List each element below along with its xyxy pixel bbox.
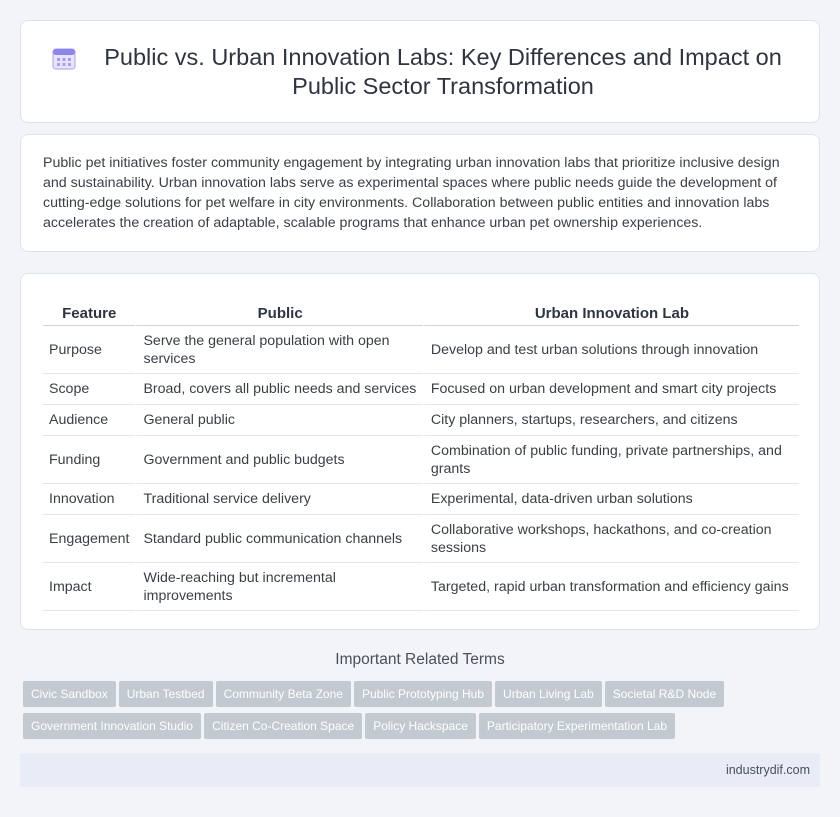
calendar-icon (51, 45, 77, 71)
row-public: Broad, covers all public needs and services (135, 374, 422, 405)
row-public: Serve the general population with open services (135, 326, 422, 374)
row-public: General public (135, 405, 422, 436)
table-row (43, 484, 799, 515)
intro-card (20, 134, 820, 252)
row-public: Standard public communication channels (135, 515, 422, 563)
row-feature: Funding (43, 436, 135, 484)
comparison-table (43, 296, 799, 611)
header-feature: Feature (43, 296, 135, 326)
row-feature: Innovation (43, 484, 135, 515)
comparison-card (20, 273, 820, 630)
related-term-tag[interactable]: Policy Hackspace (365, 713, 476, 739)
row-public: Wide-reaching but incremental improvements (135, 563, 422, 611)
row-feature: Audience (43, 405, 135, 436)
row-feature: Engagement (43, 515, 135, 563)
row-urban-lab: Collaborative workshops, hackathons, and co-creation sessions (423, 515, 799, 563)
title-card (20, 20, 820, 123)
intro-text: Public pet initiatives foster community engagement by integrating urban innovation labs that prioritize inclusive design and sustainability. Urban innovation labs serve as experimental spaces where public needs guide the development of cutting-edge solutions for pet welfare in city environments. Collaboration between public entities and innovation labs accelerates the creation of adaptable, scalable programs that enhance urban pet ownership experiences. (43, 155, 780, 231)
table-header-row (43, 296, 799, 326)
related-term-tag[interactable]: Participatory Experimentation Lab (479, 713, 675, 739)
row-urban-lab: Experimental, data-driven urban solutions (423, 484, 799, 515)
related-term-tag[interactable]: Urban Living Lab (495, 681, 602, 707)
row-urban-lab: City planners, startups, researchers, and citizens (423, 405, 799, 436)
related-term-tag[interactable]: Civic Sandbox (23, 681, 116, 707)
row-urban-lab: Combination of public funding, private partnerships, and grants (423, 436, 799, 484)
row-urban-lab: Develop and test urban solutions through innovation (423, 326, 799, 374)
footer-site-link[interactable]: industrydif.com (725, 763, 810, 777)
related-terms-title: Important Related Terms (335, 651, 505, 668)
row-public: Government and public budgets (135, 436, 422, 484)
table-row (43, 326, 799, 374)
related-term-tag[interactable]: Urban Testbed (119, 681, 213, 707)
table-row (43, 374, 799, 405)
header-public: Public (135, 296, 422, 326)
row-urban-lab: Focused on urban development and smart city projects (423, 374, 799, 405)
row-feature: Scope (43, 374, 135, 405)
table-row (43, 515, 799, 563)
row-feature: Impact (43, 563, 135, 611)
table-row (43, 436, 799, 484)
page-title: Public vs. Urban Innovation Labs: Key Differences and Impact on Public Sector Transformation (104, 43, 782, 99)
related-term-tag[interactable]: Public Prototyping Hub (354, 681, 492, 707)
header-urban-lab: Urban Innovation Lab (423, 296, 799, 326)
table-row (43, 405, 799, 436)
related-term-tag[interactable]: Government Innovation Studio (23, 713, 201, 739)
related-terms-list (23, 681, 823, 745)
row-urban-lab: Targeted, rapid urban transformation and efficiency gains (423, 563, 799, 611)
footer (20, 753, 820, 787)
row-feature: Purpose (43, 326, 135, 374)
related-term-tag[interactable]: Community Beta Zone (216, 681, 351, 707)
related-term-tag[interactable]: Societal R&D Node (605, 681, 724, 707)
row-public: Traditional service delivery (135, 484, 422, 515)
table-row (43, 563, 799, 611)
related-term-tag[interactable]: Citizen Co-Creation Space (204, 713, 362, 739)
